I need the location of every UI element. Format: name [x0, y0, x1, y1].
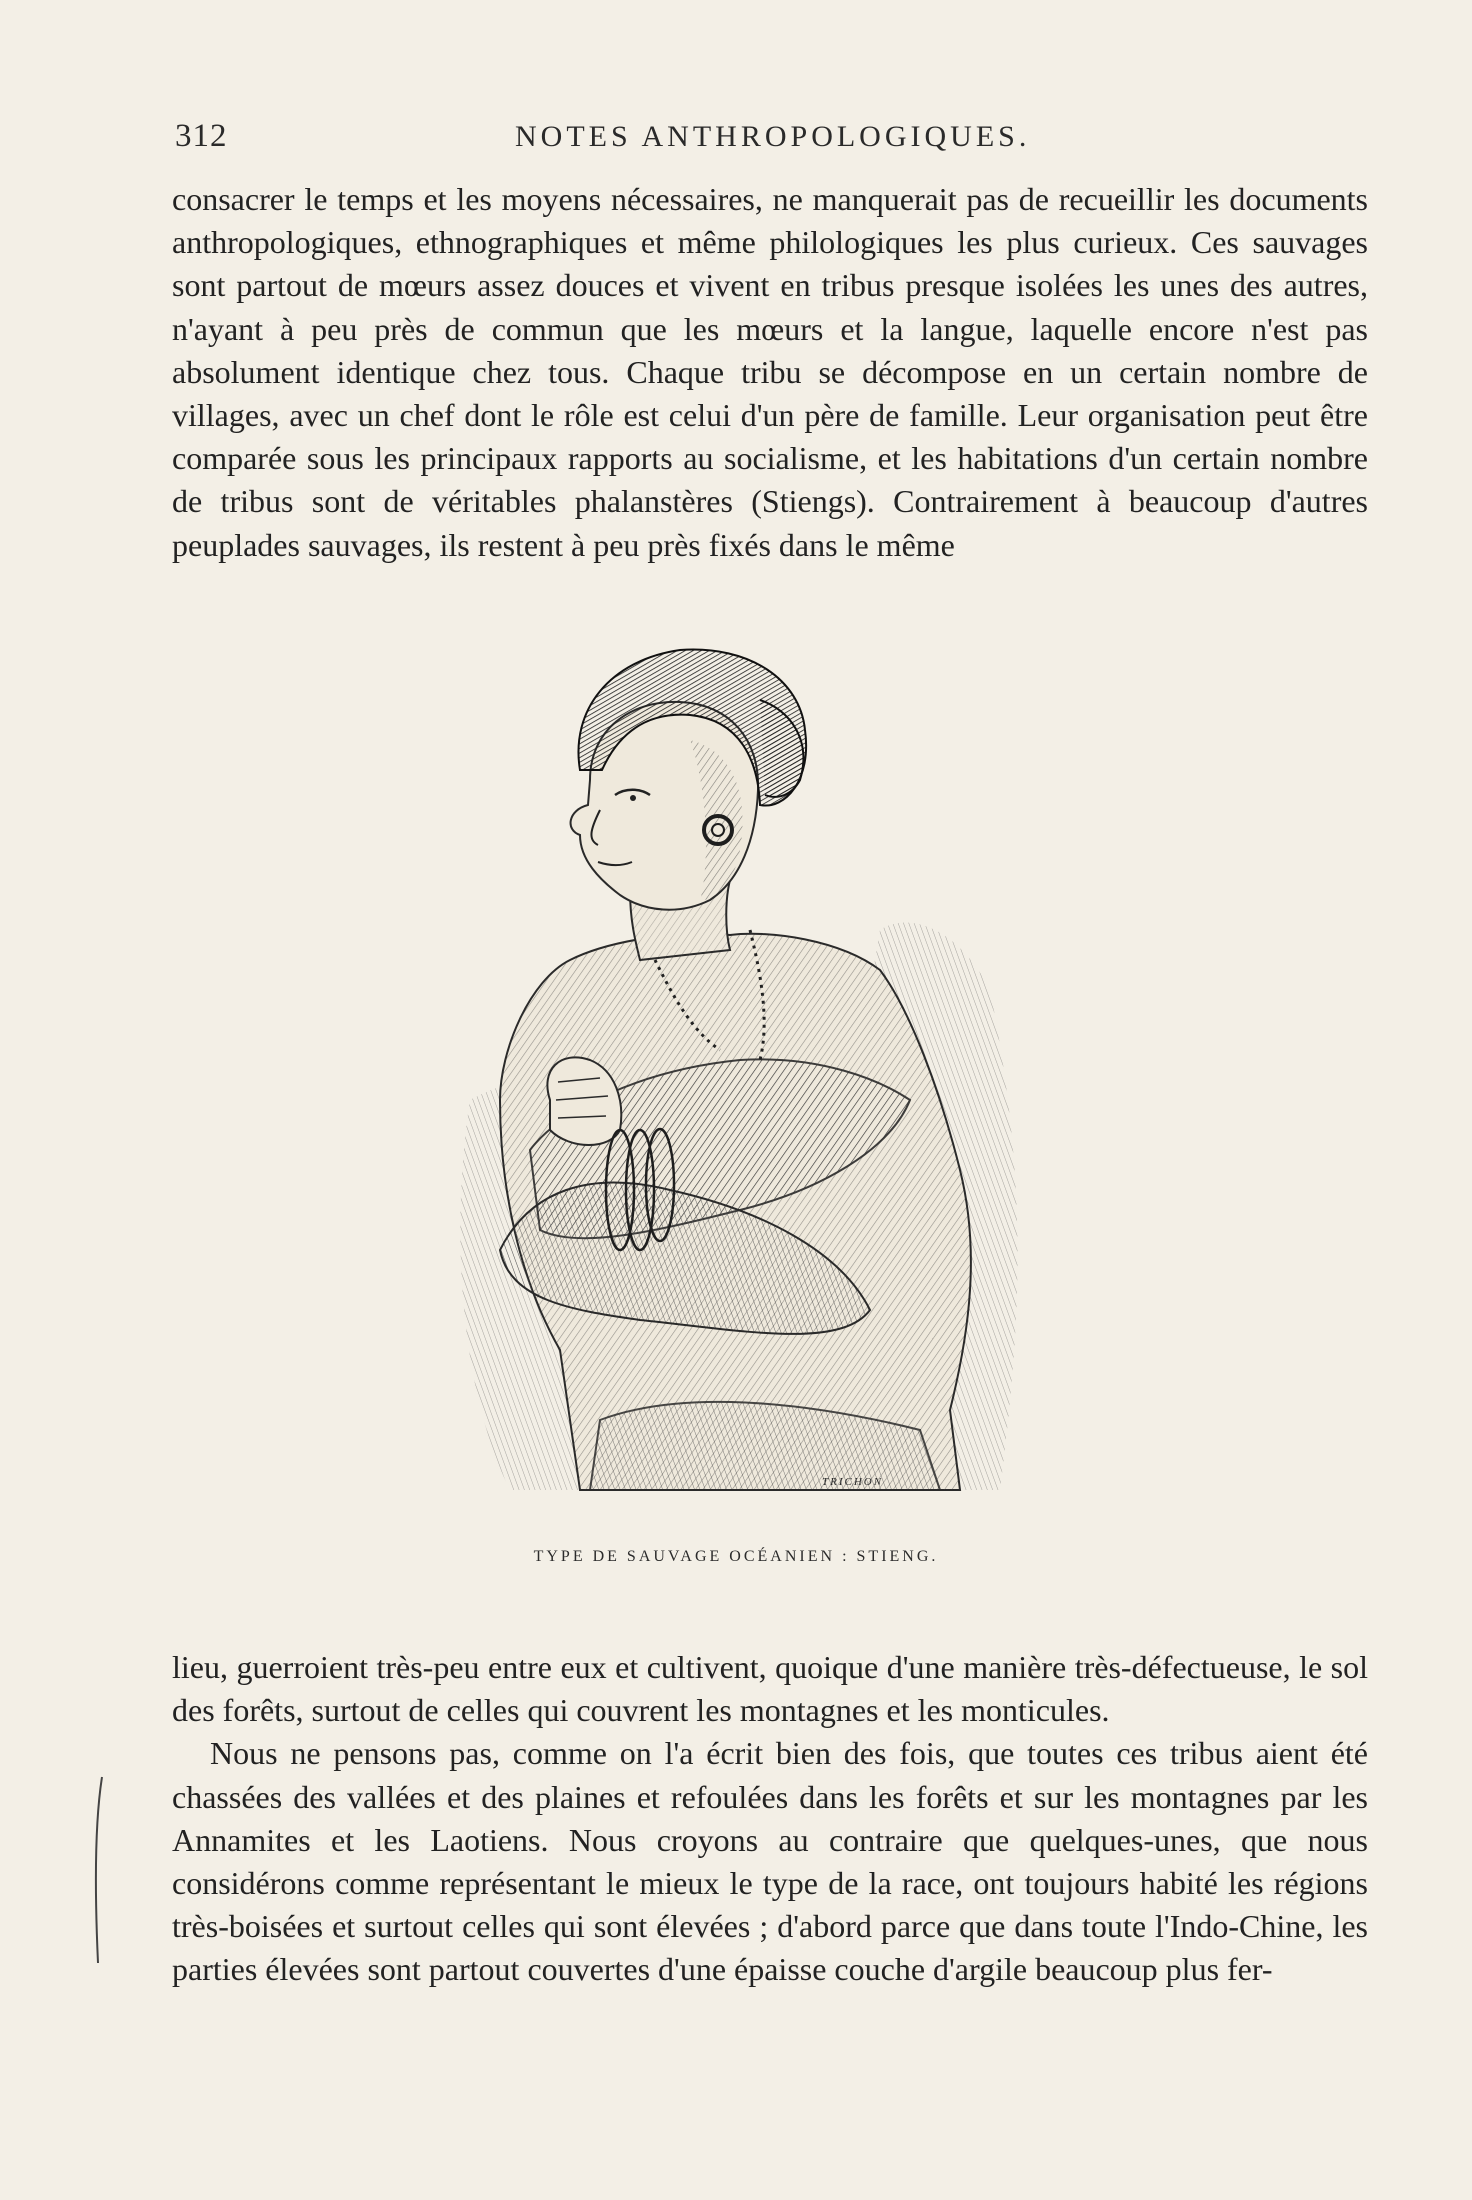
text-block-top: [172, 178, 1368, 567]
running-head: [175, 118, 1365, 168]
page-number: 312: [175, 118, 228, 154]
paragraph: consacrer le temps et les moyens nécessaires, ne manquerait pas de recueillir les documents anthropologiques, ethnographiques et même philologiques les plus curieux. Ces sauvages sont partout de mœurs assez douces et vivent en tribus presque isolées les unes des autres, n'ayant à peu près de commun que les mœurs et la langue, laquelle encore n'est pas absolument identique chez tous. Chaque tribu se décompose en un certain nombre de villages, avec un chef dont le rôle est celui d'un père de famille. Leur organisation peut être comparée sous les principaux rapports au socialisme, et les habitations d'un certain nombre de tribus sont de véritables phalanstères (Stiengs). Contrairement à beaucoup d'autres peuplades sauvages, ils restent à peu près fixés dans le même: [172, 181, 1368, 563]
pencil-margin-mark: [88, 1775, 108, 1965]
figure-caption: TYPE DE SAUVAGE OCÉANIEN : STIENG.: [533, 1548, 939, 1565]
engraving-illustration: [440, 630, 1040, 1530]
engraving-svg: [440, 630, 1040, 1530]
text-block-bottom: [172, 1646, 1368, 1992]
paragraph: lieu, guerroient très-peu entre eux et cultivent, quoique d'une manière très-défectueuse, le sol des forêts, surtout de celles qui couvrent les montagnes et les monticules.: [172, 1649, 1368, 1729]
running-title: NOTES ANTHROPOLOGIQUES.: [515, 120, 1031, 153]
paragraph: Nous ne pensons pas, comme on l'a écrit bien des fois, que toutes ces tribus aient été chassées des vallées et des plaines et refoulées dans les forêts et sur les montagnes par les Annamites et les Laotiens. Nous croyons au contraire que quelques-unes, que nous considérons comme représentant le mieux le type de la race, ont toujours habité les régions très-boisées et surtout celles qui sont élevées ; d'abord parce que dans toute l'Indo-Chine, les parties élevées sont partout couvertes d'une épaisse couche d'argile beaucoup plus fer-: [172, 1735, 1368, 1988]
engraver-signature: TRICHON: [822, 1476, 884, 1488]
